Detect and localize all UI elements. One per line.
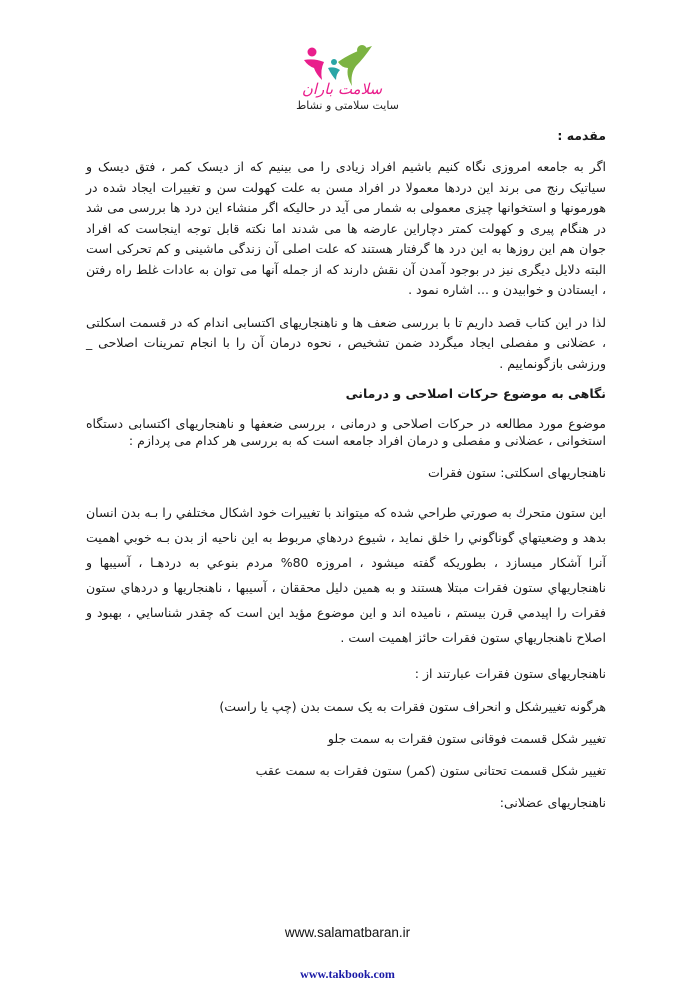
logo-text: سلامت باران — [301, 80, 383, 98]
spine-list-item: هرگونه تغییرشکل و انحراف ستون فقرات به یک سمت بدن (چپ یا راست) — [219, 699, 606, 714]
spine-list-item: تغییر شکل قسمت تحتانی ستون (کمر) ستون فقرات به سمت عقب — [255, 763, 606, 778]
muscular-title: ناهنجاریهای عضلانی: — [499, 795, 606, 810]
logo-caption: سایت سلامتی و نشاط — [296, 99, 399, 112]
spine-list-title: ناهنجاریهای ستون فقرات عبارتند از : — [414, 666, 606, 681]
skeletal-title: ناهنجاریهای اسکلتی: ستون فقرات — [427, 465, 606, 480]
topic-heading: نگاهی به موضوع حرکات اصلاحی و درمانی — [345, 386, 606, 401]
source-link[interactable]: www.takbook.com — [300, 967, 395, 981]
intro-paragraph-2: لذا در این کتاب قصد داریم تا با بررسی ضعف ها و ناهنجاریهای اکتسابی اندام که در قسمت اسکلتی ، عضلانی و مفصلی ایجاد میگردد ضمن تشخیص ، نحوه درمان آن را با انجام تمرینات اصلاحی _ ورزشی بازگونماییم . — [86, 314, 606, 371]
intro-paragraph-1: اگر به جامعه امروزی نگاه کنیم باشیم افراد زیادی را می بینیم که از دیسک کمر ، فتق دیسک و سیاتیک رنج می برند این دردها معمولا در افراد مسن به علت کهولت سن و تغییرات ایجاد شده در هورمونها و استخوانها چیزی معمولی به شمار می آید در حالیکه اگر منشاء این درد ها بررسی می شد در هنگام پیری و کهولت کمتر دچاراین عارضه ها می شدند اما نکته قابل توجه اینجاست که افراد جوان هم این روزها به این درد ها گرفتار هستند که علت اصلی آن زندگی ماشینی و کم تحرکی است البته دلایل دیگری نیز در بوجود آمدن آن نقش دارند که از جمله آنها می توان به عادات غلط راه رفتن ، ایستادن و خوابیدن و ... اشاره نمود . — [86, 159, 606, 297]
footer-url: www.salamatbaran.ir — [284, 925, 411, 940]
intro-heading: مقدمه : — [557, 128, 606, 143]
salamat-baran-logo-icon — [290, 40, 390, 100]
document-body — [86, 120, 606, 827]
spine-paragraph: این ستون متحرك به صورتي طراحي شده كه ميتواند با تغييرات خود اشكال مختلفي را بـه بدن انسان بدهد و وضعيتهاي گوناگوني را خلق نمايد ، شيوع دردهاي مربوط به اين ناحيه از بدن بـه خوبي اهميت آنرا آشكار ميسازد ، بطوريكه گفته ميشود ، امروزه 80% مردم بنوعي به دردهـا ، آسيبها و ناهنجاريهاي ستون فقرات مبتلا هستند و به همين دليل محققان ، آسيبها ، ناهنجاريها و دردهاي ستون فقرات را اپيدمي قرن بيستم ، ناميده اند و اين موضوع مؤيد اين است كه چقدر شناسايي ، بهبود و اصلاح ناهنجاريهاي ستون فقرات حائز اهميت است . — [86, 505, 606, 645]
spine-list-item: تغییر شکل قسمت فوقانی ستون فقرات به سمت جلو — [327, 731, 606, 746]
topic-paragraph: موضوع مورد مطالعه در حرکات اصلاحی و درمانی ، بررسی ضعفها و ناهنجاریهای اکتسابی دستگاه استخوانی ، عضلانی و مفصلی و درمان افراد جامعه است که به بررسی هر کدام می پردازم : — [86, 416, 606, 448]
